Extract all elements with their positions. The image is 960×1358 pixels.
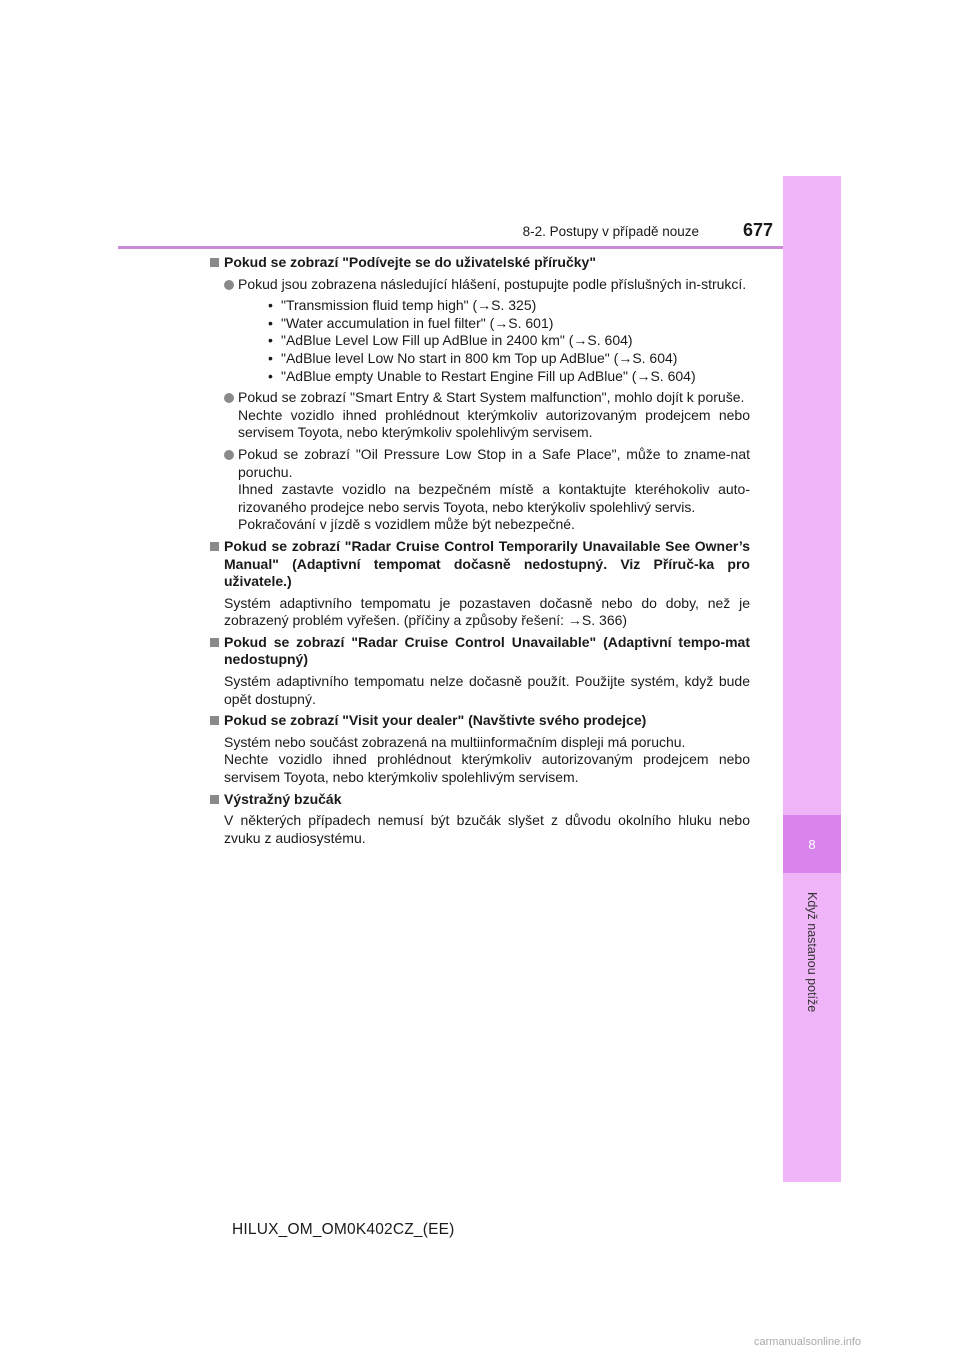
chapter-title-label	[783, 880, 841, 1025]
bullet-item	[210, 446, 750, 534]
section-heading: Pokud se zobrazí "Radar Cruise Control Temporarily Unavailable See Owner’s Manual" (Adaptivní tempomat dočasně nedostupný. Viz Příruč-ka pro uživatele.)	[210, 538, 750, 591]
section-text-line: Systém nebo součást zobrazená na multiinformačním displeji má poruchu.	[224, 733, 686, 750]
chapter-number: 8	[808, 836, 816, 852]
section-title: 8-2. Postupy v případě nouze	[522, 224, 699, 239]
chapter-side-tab	[783, 176, 841, 1182]
page-number: 677	[742, 220, 773, 240]
bullet-text: Pokračování v jízdě s vozidlem může být nebezpečné.	[238, 516, 575, 533]
message-list-item: • "Water accumulation in fuel filter" (→S. 601)	[268, 315, 750, 333]
bullet-icon	[224, 280, 234, 290]
bullet-icon	[224, 393, 234, 403]
message-list-item: • "AdBlue level Low No start in 800 km Top up AdBlue" (→S. 604)	[268, 350, 750, 368]
bullet-text: Pokud se zobrazí "Smart Entry & Start System malfunction", mohlo dojít k poruše.	[238, 389, 745, 406]
section-text: Systém adaptivního tempomatu nelze dočasně použít. Použijte systém, když bude opět dostupný.	[224, 673, 750, 707]
bullet-text: Pokud jsou zobrazena následující hlášení, postupujte podle příslušných in-strukcí.	[238, 275, 747, 292]
section-text	[210, 734, 750, 787]
section-heading: Pokud se zobrazí "Radar Cruise Control Unavailable" (Adaptivní tempo-mat nedostupný)	[210, 634, 750, 669]
message-list	[238, 297, 750, 385]
chapter-number-tab	[783, 815, 841, 873]
bullet-text: Ihned zastavte vozidlo na bezpečném místě a kontaktujte kteréhokoliv auto-rizovaného prodejce nebo servis Toyota, nebo kterýkoliv spolehlivý servis.	[238, 481, 750, 515]
section-text-line: Nechte vozidlo ihned prohlédnout kterýmkoliv autorizovaným prodejcem nebo servisem Toyota, nebo kterýmkoliv spolehlivým servisem.	[224, 751, 750, 786]
chapter-title: Když nastanou potíže	[805, 892, 819, 1013]
message-list-item: • "AdBlue Level Low Fill up AdBlue in 2400 km" (→S. 604)	[268, 332, 750, 350]
message-list-item: • "AdBlue empty Unable to Restart Engine Fill up AdBlue" (→S. 604)	[268, 368, 750, 386]
bullet-text: Nechte vozidlo ihned prohlédnout kterýmkoliv autorizovaným prodejcem nebo servisem Toyota, nebo kterýmkoliv spolehlivým servisem.	[238, 406, 750, 441]
page-content	[210, 254, 750, 851]
watermark: carmanualsonline.info	[754, 1336, 862, 1348]
section-heading: Pokud se zobrazí "Visit your dealer" (Navštivte svého prodejce)	[210, 712, 750, 730]
document-code: HILUX_OM_OM0K402CZ_(EE)	[232, 1221, 455, 1238]
section-text: V některých případech nemusí být bzučák slyšet z důvodu okolního hluku nebo zvuku z audiosystému.	[224, 812, 750, 846]
bullet-icon	[224, 450, 234, 460]
page-header	[118, 210, 783, 249]
bullet-item	[210, 389, 750, 442]
section-text: Systém adaptivního tempomatu je pozastaven dočasně nebo do doby, než je zobrazený problém vyřešen. (příčiny a způsoby řešení: →S. 366)	[224, 594, 750, 629]
section-heading: Výstražný bzučák	[210, 791, 750, 809]
section-heading: Pokud se zobrazí "Podívejte se do uživatelské příručky"	[210, 254, 750, 272]
bullet-item	[210, 276, 750, 386]
bullet-text: Pokud se zobrazí "Oil Pressure Low Stop in a Safe Place", může to zname-nat poruchu.	[238, 445, 750, 480]
message-list-item: • "Transmission fluid temp high" (→S. 325)	[268, 297, 750, 315]
